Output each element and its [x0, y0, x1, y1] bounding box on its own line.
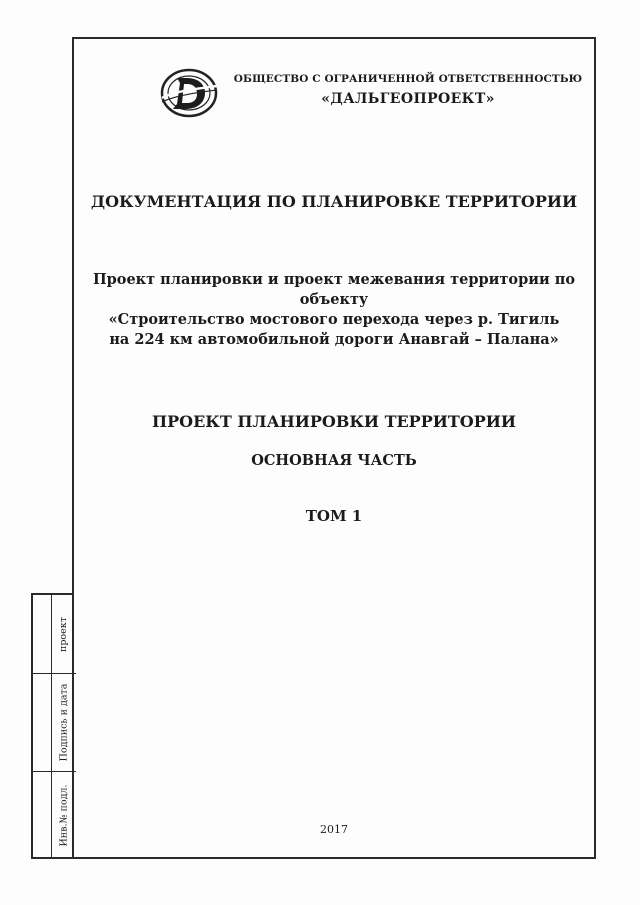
- organization-name: «ДАЛЬГЕОПРОЕКТ»: [321, 91, 495, 107]
- project-description: [74, 270, 594, 350]
- side-stamp-inventory-cell: [51, 771, 76, 859]
- project-description-line: Проект планировки и проект межевания территории по объекту: [92, 271, 576, 308]
- volume-number: ТОМ 1: [305, 507, 363, 525]
- organization-type-label: ОБЩЕСТВО С ОГРАНИЧЕННОЙ ОТВЕТСТВЕННОСТЬЮ: [233, 73, 583, 85]
- page-frame: [72, 37, 596, 859]
- company-logo-icon: [160, 68, 218, 118]
- side-stamp-project-label: проект: [58, 616, 70, 652]
- document-year: 2017: [320, 823, 348, 836]
- side-stamp-signature-label: Подпись и дата: [58, 683, 70, 761]
- side-stamp: [31, 593, 74, 859]
- project-description-line: «Строительство мостового перехода через р. Тигиль: [108, 311, 560, 328]
- section-subtitle: ОСНОВНАЯ ЧАСТЬ: [251, 452, 417, 469]
- side-stamp-inventory-label: Инв.№ подл.: [58, 784, 70, 846]
- side-stamp-signature-cell: [51, 673, 76, 771]
- document-title: ДОКУМЕНТАЦИЯ ПО ПЛАНИРОВКЕ ТЕРРИТОРИИ: [90, 192, 578, 211]
- side-stamp-project-cell: [51, 595, 76, 673]
- project-description-line: на 224 км автомобильной дороги Анавгай – Палана»: [109, 331, 559, 348]
- section-title: ПРОЕКТ ПЛАНИРОВКИ ТЕРРИТОРИИ: [152, 412, 516, 431]
